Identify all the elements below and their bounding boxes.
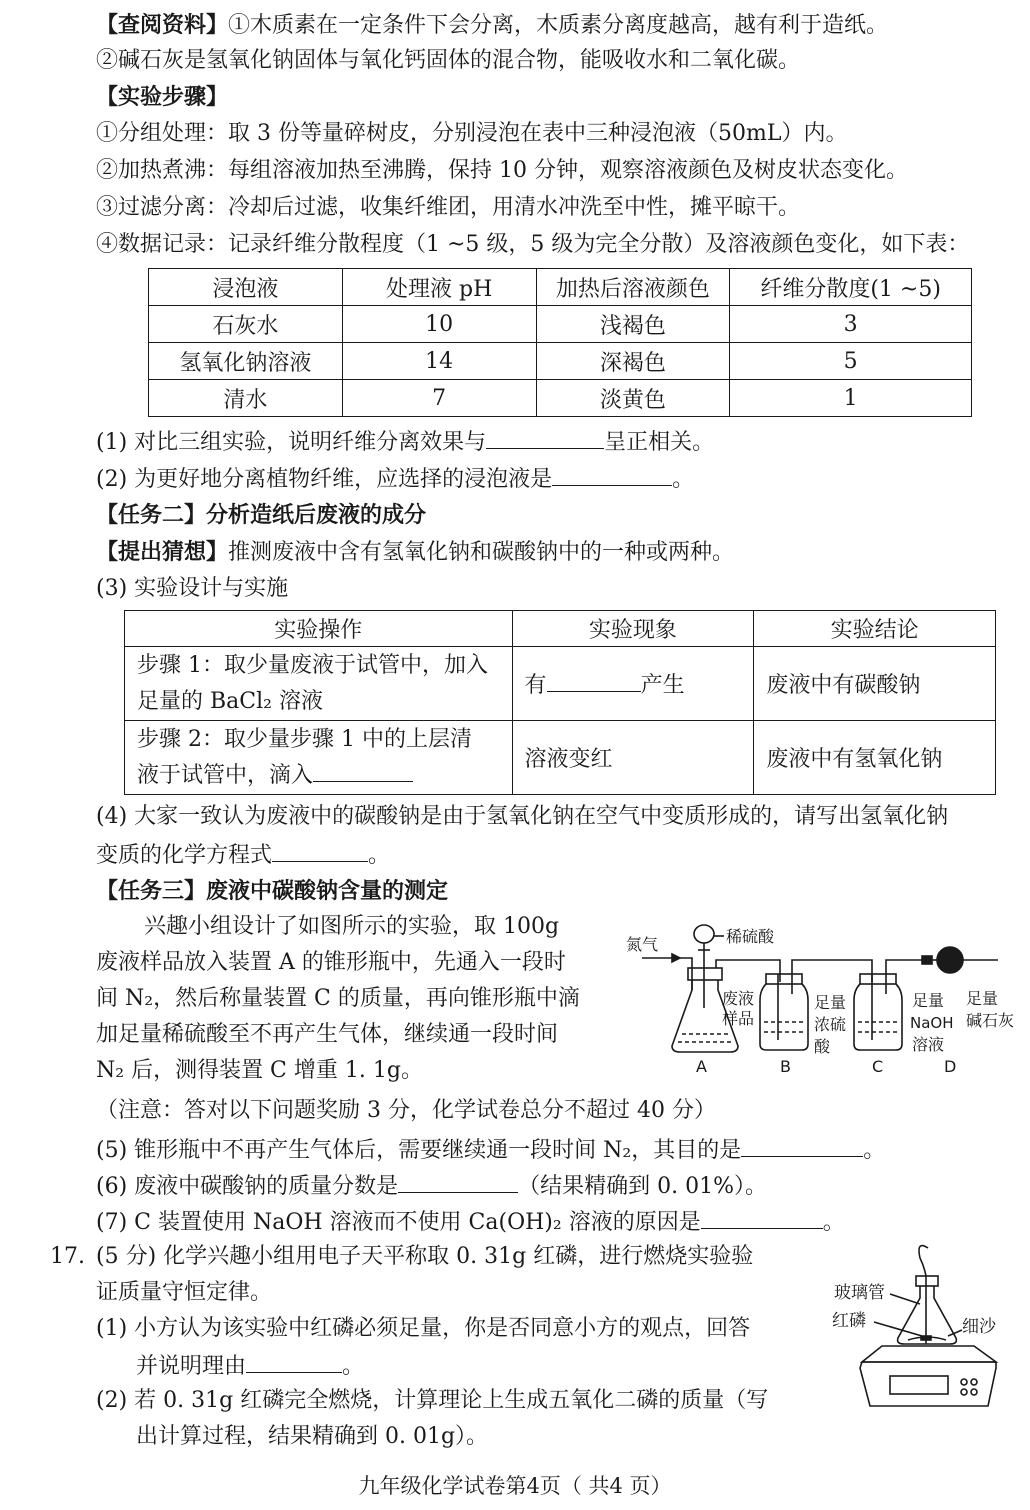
steps-title: 【实验步骤】 xyxy=(96,84,229,110)
paragraph-line: 加足量稀硫酸至不再产生气体，继续通一段时间 xyxy=(96,1022,559,1047)
table-cell: 废液中有氢氧化钠 xyxy=(754,721,996,795)
tube-cd xyxy=(886,960,922,974)
question-17-line-2: 证质量守恒定律。 xyxy=(96,1280,273,1305)
table-cell: 浅褐色 xyxy=(536,306,730,343)
question-3: (3) 实验设计与实施 xyxy=(96,576,289,601)
lookup-text-1: ①木质素在一定条件下会分离，木质素分离度越高，越有利于造纸。 xyxy=(228,13,889,38)
red-phosphorus xyxy=(921,1336,931,1340)
label-d: 足量 xyxy=(966,989,999,1008)
table-header: 纤维分散度(1 ~5) xyxy=(730,269,972,306)
table-cell: 步骤 2：取少量步骤 1 中的上层清 液于试管中，滴入 xyxy=(125,721,513,795)
apparatus-diagram xyxy=(620,912,1025,1082)
table-cell: 废液中有碳酸钠 xyxy=(754,647,996,721)
table-header: 实验操作 xyxy=(125,611,513,647)
table-header: 浸泡液 xyxy=(149,269,343,306)
balance-button[interactable] xyxy=(971,1379,977,1385)
question-17-number: 17. xyxy=(50,1244,85,1269)
balance-button[interactable] xyxy=(971,1389,977,1395)
step-3: ③过滤分离：冷却后过滤，收集纤维团，用清水冲洗至中性，摊平晾干。 xyxy=(96,195,801,220)
question-2: (2) 为更好地分离植物纤维，应选择的浸泡液是 。 xyxy=(96,463,694,495)
label-acid: 稀硫酸 xyxy=(726,927,775,946)
table-cell: 淡黄色 xyxy=(536,380,730,417)
answer-blank[interactable] xyxy=(398,1170,518,1193)
table-cell: 深褐色 xyxy=(536,343,730,380)
hypothesis: 【提出猜想】推测废液中含有氢氧化钠和碳酸钠中的一种或两种。 xyxy=(96,539,735,565)
step-2: ②加热煮沸：每组溶液加热至沸腾，保持 10 分钟，观察溶液颜色及树皮状态变化。 xyxy=(96,158,908,183)
answer-blank[interactable] xyxy=(486,426,604,449)
data-table xyxy=(148,268,972,417)
funnel-bulb xyxy=(694,925,714,943)
table-header: 加热后溶液颜色 xyxy=(536,269,730,306)
page-footer: 九年级化学试卷第4页（ 共4 页） xyxy=(358,1474,672,1498)
table-cell: 5 xyxy=(730,343,972,380)
answer-blank[interactable] xyxy=(547,669,641,692)
paragraph-line: 兴趣小组设计了如图所示的实验，取 100g xyxy=(144,914,560,939)
bottle-c xyxy=(854,984,902,1050)
table-header: 处理液 pH xyxy=(342,269,536,306)
stopper xyxy=(916,1276,938,1286)
pointer-p xyxy=(874,1322,922,1336)
table-row xyxy=(149,343,972,380)
question-4-line-2: 变质的化学方程式 。 xyxy=(96,839,390,871)
question-1: (1) 对比三组实验，说明纤维分离效果与 呈正相关。 xyxy=(96,426,714,458)
question-17-1-line-1: (1) 小方认为该实验中红磷必须足量，你是否同意小方的观点，回答 xyxy=(96,1316,751,1341)
table-row xyxy=(149,306,972,343)
balance-diagram xyxy=(824,1236,1014,1416)
label-c: 足量 xyxy=(912,991,945,1010)
table-cell: 溶液变红 xyxy=(512,721,754,795)
answer-blank[interactable] xyxy=(272,839,368,862)
balloon xyxy=(919,1246,928,1276)
question-17-1-line-2: 并说明理由 。 xyxy=(136,1350,364,1382)
inlet-tube xyxy=(680,958,692,990)
label-d: 碱石灰 xyxy=(966,1011,1015,1030)
arrow-head-icon xyxy=(672,954,680,962)
label-d-letter: D xyxy=(944,1057,957,1076)
paragraph-line: N₂ 后，测得装置 C 增重 1. 1g。 xyxy=(96,1058,423,1083)
table-row xyxy=(125,721,996,795)
balance-display xyxy=(890,1376,948,1394)
lookup-line-1 xyxy=(96,10,888,41)
label-a-letter: A xyxy=(696,1057,707,1076)
label-sample: 样品 xyxy=(722,1009,755,1028)
lookup-line-2: ②碱石灰是氢氧化钠固体与氧化钙固体的混合物，能吸收水和二氧化碳。 xyxy=(96,48,801,73)
label-c: NaOH xyxy=(910,1014,954,1032)
question-5: (5) 锥形瓶中不再产生气体后，需要继续通一段时间 N₂，其目的是 。 xyxy=(96,1134,885,1166)
table-cell: 有 产生 xyxy=(512,647,754,721)
balance-plate xyxy=(862,1346,996,1362)
label-b-letter: B xyxy=(780,1057,791,1076)
answer-blank[interactable] xyxy=(701,1206,823,1229)
table-cell: 石灰水 xyxy=(149,306,343,343)
connector xyxy=(922,956,932,964)
question-17-2-line-2: 出计算过程，结果精确到 0. 01g）。 xyxy=(136,1424,489,1449)
bottle-b xyxy=(760,984,808,1050)
table-row xyxy=(125,647,996,721)
paragraph-line: 间 N₂，然后称量装置 C 的质量，再向锥形瓶中滴 xyxy=(96,986,580,1011)
balance-button[interactable] xyxy=(961,1389,967,1395)
question-17-line-1: (5 分) 化学兴趣小组用电子天平称取 0. 31g 红磷，进行燃烧实验验 xyxy=(96,1244,754,1269)
paragraph-line: 废液样品放入装置 A 的锥形瓶中，先通入一段时 xyxy=(96,950,566,975)
label-c-letter: C xyxy=(872,1057,884,1076)
bonus-note: （注意：答对以下问题奖励 3 分，化学试卷总分不超过 40 分） xyxy=(96,1098,716,1123)
table-cell: 氢氧化钠溶液 xyxy=(149,343,343,380)
answer-blank[interactable] xyxy=(741,1134,863,1157)
balance-button[interactable] xyxy=(961,1379,967,1385)
experiment-table xyxy=(124,610,996,795)
label-c: 溶液 xyxy=(912,1035,945,1054)
table-cell: 1 xyxy=(730,380,972,417)
task3-title: 【任务三】废液中碳酸钠含量的测定 xyxy=(96,878,449,904)
question-6: (6) 废液中碳酸钠的质量分数是 （结果精确到 0. 01%）。 xyxy=(96,1170,767,1202)
lookup-title: 【查阅资料】 xyxy=(96,12,229,38)
step-4: ④数据记录：记录纤维分散程度（1 ~5 级，5 级为完全分散）及溶液颜色变化，如下表： xyxy=(96,232,970,257)
table-cell: 步骤 1：取少量废液于试管中，加入 足量的 BaCl₂ 溶液 xyxy=(125,647,513,721)
pointer-tube xyxy=(890,1294,920,1304)
tube-ab xyxy=(716,960,780,982)
label-b: 浓硫 xyxy=(814,1015,847,1034)
answer-blank[interactable] xyxy=(313,759,413,782)
table-cell: 10 xyxy=(342,306,536,343)
table-header: 实验现象 xyxy=(512,611,754,647)
answer-blank[interactable] xyxy=(246,1350,342,1373)
question-17-2-line-1: (2) 若 0. 31g 红磷完全燃烧，计算理论上生成五氧化二磷的质量（写 xyxy=(96,1388,769,1413)
stopper-c xyxy=(860,974,896,984)
step-1: ①分组处理：取 3 份等量碎树皮，分别浸泡在表中三种浸泡液（50mL）内。 xyxy=(96,121,848,146)
table-row xyxy=(149,380,972,417)
stopper-a xyxy=(688,968,722,980)
table-cell: 7 xyxy=(342,380,536,417)
label-b: 足量 xyxy=(814,993,847,1012)
table-cell: 清水 xyxy=(149,380,343,417)
question-7: (7) C 装置使用 NaOH 溶液而不使用 Ca(OH)₂ 溶液的原因是 。 xyxy=(96,1206,845,1238)
label-red-phosphorus: 红磷 xyxy=(832,1311,866,1331)
question-4-line-1: (4) 大家一致认为废液中的碳酸钠是由于氢氧化钠在空气中变质形成的，请写出氢氧化钠 xyxy=(96,804,949,829)
label-nitrogen: 氮气 xyxy=(626,935,659,954)
label-glass-tube: 玻璃管 xyxy=(834,1283,885,1303)
label-waste: 废液 xyxy=(722,989,755,1008)
table-header-row xyxy=(125,611,996,647)
table-cell: 14 xyxy=(342,343,536,380)
table-header: 实验结论 xyxy=(754,611,996,647)
table-cell: 3 xyxy=(730,306,972,343)
answer-blank[interactable] xyxy=(552,463,672,486)
drying-tube-d xyxy=(937,947,963,973)
task2-title: 【任务二】分析造纸后废液的成分 xyxy=(96,502,427,528)
table-header-row xyxy=(149,269,972,306)
stopper-b xyxy=(766,974,802,984)
label-sand: 细沙 xyxy=(962,1317,996,1337)
label-b: 酸 xyxy=(814,1037,831,1056)
